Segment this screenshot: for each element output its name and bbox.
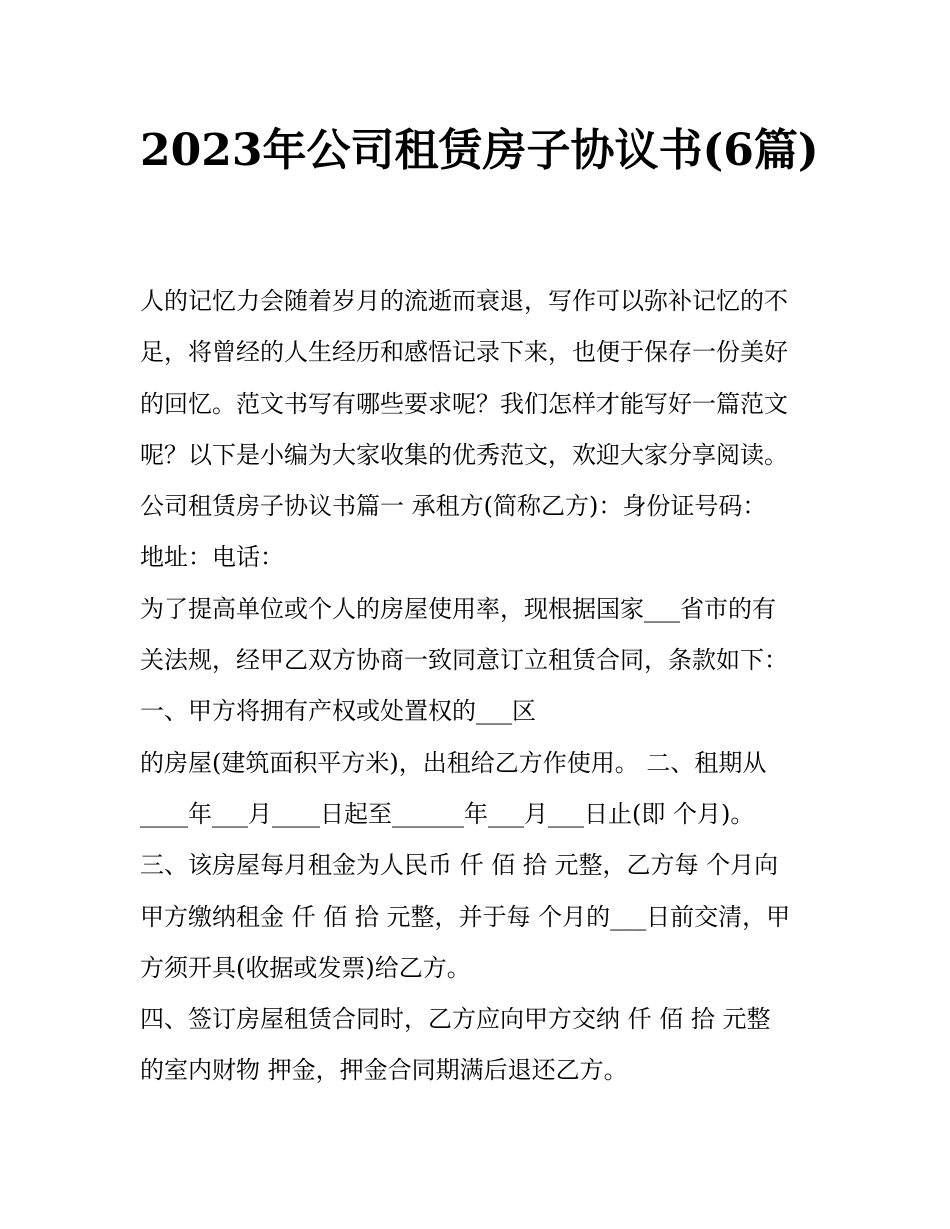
paragraph-line: 甲方缴纳租金 仟 佰 拾 元整，并于每 个月的___日前交清，甲	[140, 902, 791, 931]
paragraph-line: 人的记忆力会随着岁月的流逝而衰退，写作可以弥补记忆的不	[140, 287, 788, 315]
paragraph-line: 方须开具(收据或发票)给乙方。	[140, 953, 471, 982]
paragraph-line: 为了提高单位或个人的房屋使用率，现根据国家___省市的有	[140, 594, 776, 623]
paragraph-line: 一、甲方将拥有产权或处置权的___区	[140, 697, 536, 726]
paragraph-line: 四、签订房屋租赁合同时，乙方应向甲方交纳 仟 佰 拾 元整	[140, 1005, 771, 1034]
paragraph-line: 足，将曾经的人生经历和感悟记录下来，也便于保存一份美好	[140, 338, 788, 367]
paragraph-line: 的房屋(建筑面积平方米)，出租给乙方作使用。 二、租期从	[140, 748, 767, 777]
paragraph-line: 的回忆。范文书写有哪些要求呢？我们怎样才能写好一篇范文	[140, 389, 788, 418]
paragraph-line: 公司租赁房子协议书篇一 承租方(简称乙方)：身份证号码：	[140, 492, 767, 521]
paragraph-line: 关法规，经甲乙双方协商一致同意订立租赁合同，条款如下：	[140, 646, 788, 675]
document-body	[140, 276, 820, 1097]
paragraph-line: 的室内财物 押金，押金合同期满后退还乙方。	[140, 1056, 628, 1085]
document-title: 2023年公司租赁房子协议书(6篇)	[140, 125, 819, 176]
paragraph-line: 三、该房屋每月租金为人民币 仟 佰 拾 元整，乙方每 个月向	[140, 851, 779, 880]
paragraph-line: 地址：电话：	[140, 543, 284, 572]
paragraph-line: 呢？以下是小编为大家收集的优秀范文，欢迎大家分享阅读。	[140, 440, 788, 469]
paragraph-line: ____年___月____日起至______年___月___日止(即 个月)。	[140, 799, 755, 828]
